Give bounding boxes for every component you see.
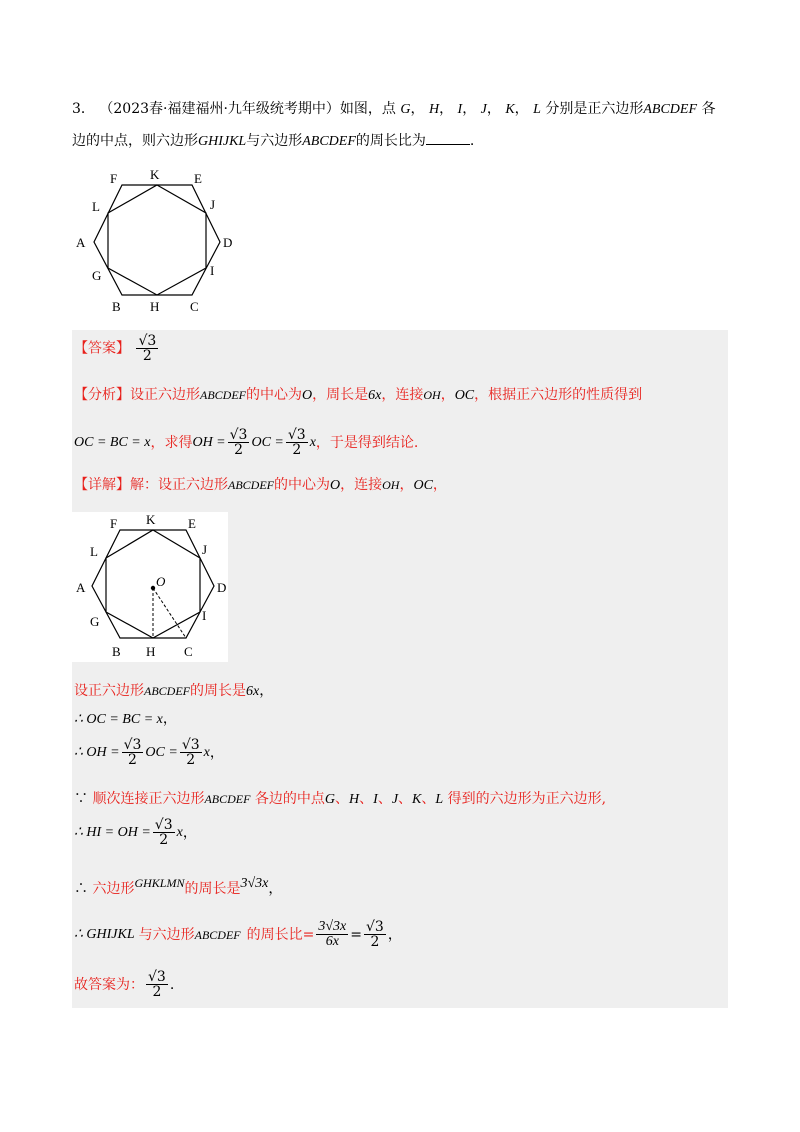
inner-hexagon bbox=[106, 530, 200, 638]
ratio-fraction bbox=[316, 920, 348, 949]
text: 的周长是 bbox=[184, 881, 241, 897]
label-g: G bbox=[90, 614, 100, 629]
equation: OH = bbox=[192, 434, 226, 450]
equals: = bbox=[350, 926, 363, 943]
detail-tag: 【详解】 bbox=[74, 477, 130, 493]
fraction-denominator: 2 bbox=[128, 752, 137, 768]
fraction-numerator: 3√3x bbox=[318, 919, 347, 934]
equation: ∴ OC = BC = x bbox=[74, 712, 163, 727]
text: . bbox=[169, 976, 175, 993]
fraction-numerator: √3 bbox=[148, 969, 166, 985]
label-d: D bbox=[217, 580, 227, 595]
step-3 bbox=[74, 738, 224, 767]
point-i: I bbox=[457, 102, 463, 117]
fraction-numerator: √3 bbox=[229, 427, 248, 443]
sep: 、 bbox=[398, 791, 413, 807]
text: ，周长是 bbox=[312, 387, 369, 403]
label-l: L bbox=[92, 199, 100, 214]
equation: x bbox=[203, 744, 210, 760]
hex-abcdef: ABCDEF bbox=[200, 388, 246, 402]
sep: ， bbox=[462, 101, 477, 117]
label-f: F bbox=[110, 516, 118, 531]
fraction-denominator: 6x bbox=[325, 934, 339, 949]
point-j: J bbox=[391, 792, 399, 807]
question-text: 边的中点，则六边形 bbox=[72, 133, 198, 149]
hex-ghklmn: GHKLMN bbox=[134, 876, 185, 890]
text: ，于是得到结论. bbox=[315, 434, 419, 451]
text: 的周长是 bbox=[190, 683, 246, 699]
segment-oh: OH bbox=[423, 388, 441, 402]
hex-abcdef: ABCDEF bbox=[144, 684, 190, 698]
segment-oc-line bbox=[153, 588, 186, 638]
outer-hexagon bbox=[94, 185, 220, 295]
label-l: L bbox=[90, 544, 98, 559]
label-c: C bbox=[184, 644, 193, 659]
point-g: G bbox=[400, 102, 411, 117]
text: 故答案为： bbox=[74, 976, 144, 993]
sep: 、 bbox=[335, 791, 350, 807]
answer-blank bbox=[426, 144, 470, 145]
perimeter: 6x bbox=[368, 388, 382, 403]
question-text: 的周长比为 bbox=[355, 133, 426, 149]
hex-ghijkl: GHIJKL bbox=[198, 134, 247, 149]
segment-oc: OC bbox=[454, 388, 475, 403]
fraction-numerator: √3 bbox=[181, 737, 200, 753]
sep: ， bbox=[410, 101, 425, 117]
question-line-1 bbox=[72, 98, 732, 121]
fraction bbox=[364, 920, 386, 949]
sep: ， bbox=[486, 101, 501, 117]
hexagon-figure bbox=[72, 165, 242, 320]
label-f: F bbox=[110, 171, 118, 186]
equation: x bbox=[176, 824, 183, 840]
fraction-numerator: √3 bbox=[154, 817, 173, 833]
text: 顺次连接正六边形 bbox=[92, 791, 205, 807]
point-h: H bbox=[349, 792, 360, 807]
equation: OC = BC = x bbox=[74, 434, 151, 450]
fraction-denominator: 2 bbox=[186, 752, 196, 768]
therefore-symbol: ∴ bbox=[74, 881, 93, 897]
sep: ， bbox=[514, 101, 529, 117]
label-o: O bbox=[156, 574, 166, 589]
text: 解：设正六边形 bbox=[130, 477, 228, 493]
segment-oc: OC bbox=[413, 478, 433, 493]
fraction bbox=[180, 738, 202, 767]
point-j: J bbox=[480, 102, 487, 117]
equation: ∴ HI = OH = bbox=[74, 824, 151, 840]
hex-abcdef: ABCDEF bbox=[204, 792, 251, 806]
question-period: . bbox=[469, 133, 475, 149]
fraction bbox=[228, 428, 250, 457]
fraction bbox=[153, 818, 175, 847]
label-a: A bbox=[76, 580, 86, 595]
text: ， bbox=[209, 744, 224, 761]
sep: 、 bbox=[359, 791, 374, 807]
answer-line bbox=[74, 334, 160, 363]
text: 设正六边形 bbox=[130, 387, 200, 403]
label-b: B bbox=[112, 299, 121, 314]
point-k: K bbox=[412, 792, 422, 807]
question-text: 分别是正六边形 bbox=[545, 101, 644, 117]
text: 的中心为 bbox=[246, 387, 302, 403]
text: 的中心为 bbox=[274, 477, 330, 493]
question-line-2 bbox=[72, 130, 474, 153]
label-k: K bbox=[150, 167, 160, 182]
detail-line bbox=[74, 474, 447, 497]
equation: OC = bbox=[251, 434, 284, 450]
hex-abcdef: ABCDEF bbox=[643, 102, 698, 117]
step-8 bbox=[74, 970, 174, 999]
sep: 、 bbox=[421, 791, 436, 807]
step-1 bbox=[74, 680, 273, 703]
label-j: J bbox=[202, 542, 208, 557]
center-o: O bbox=[302, 388, 313, 403]
fraction-denominator: 2 bbox=[159, 832, 169, 848]
label-i: I bbox=[202, 608, 207, 623]
text: 与六边形 bbox=[138, 926, 195, 943]
answer-fraction bbox=[136, 334, 158, 363]
question-text: 与六边形 bbox=[246, 133, 303, 149]
fraction-denominator: 2 bbox=[234, 442, 243, 458]
question-source: （2023春·福建福州·九年级统考期中） bbox=[99, 101, 340, 117]
perimeter: 6x bbox=[246, 684, 260, 699]
fraction bbox=[122, 738, 144, 767]
sep: 、 bbox=[377, 791, 392, 807]
point-l: L bbox=[435, 792, 444, 807]
question-text: 各 bbox=[701, 101, 716, 117]
equation: OC = bbox=[145, 744, 178, 760]
question-text: 如图，点 bbox=[339, 101, 396, 117]
segment-oh: OH bbox=[382, 478, 400, 492]
text: ， bbox=[268, 881, 283, 897]
fraction-numerator: √3 bbox=[138, 333, 157, 349]
step-6 bbox=[74, 872, 282, 900]
text: ， bbox=[259, 683, 274, 699]
text: 各边的中点 bbox=[254, 791, 325, 807]
text: ， bbox=[399, 477, 414, 493]
hexagon-figure-with-center bbox=[72, 512, 228, 662]
fraction-denominator: 2 bbox=[292, 442, 302, 458]
inner-hexagon bbox=[108, 185, 206, 295]
label-g: G bbox=[92, 268, 102, 283]
because-symbol: ∵ bbox=[74, 791, 93, 807]
fraction-numerator: √3 bbox=[287, 427, 306, 443]
text: ， bbox=[182, 824, 197, 841]
outer-hexagon bbox=[92, 530, 214, 638]
label-h: H bbox=[150, 299, 160, 314]
text: ，连接 bbox=[381, 387, 424, 403]
point-i: I bbox=[373, 792, 378, 807]
analysis-line-2 bbox=[74, 428, 418, 457]
label-e: E bbox=[194, 171, 202, 186]
analysis-line-1 bbox=[74, 384, 642, 407]
point-k: K bbox=[505, 102, 515, 117]
label-k: K bbox=[146, 512, 156, 527]
fraction-denominator: 2 bbox=[142, 348, 152, 364]
step-2 bbox=[74, 708, 177, 731]
text: ， bbox=[440, 387, 455, 403]
label-b: B bbox=[112, 644, 121, 659]
fraction-denominator: 2 bbox=[152, 984, 162, 1000]
label-d: D bbox=[223, 235, 233, 250]
label-c: C bbox=[190, 299, 199, 314]
analysis-tag: 【分析】 bbox=[74, 387, 130, 403]
point-h: H bbox=[428, 102, 440, 117]
label-j: J bbox=[210, 197, 216, 212]
hex-abcdef: ABCDEF bbox=[302, 134, 356, 149]
text: ， bbox=[432, 477, 447, 493]
label-a: A bbox=[76, 235, 86, 250]
fraction-numerator: √3 bbox=[123, 737, 142, 753]
text: 六边形 bbox=[92, 881, 135, 897]
text: 设正六边形 bbox=[74, 683, 144, 699]
question-number: 3． bbox=[72, 101, 95, 117]
step-4 bbox=[74, 788, 606, 811]
text: ，求得 bbox=[150, 434, 193, 451]
text: ， bbox=[162, 711, 177, 727]
hex-abcdef: ABCDEF bbox=[194, 927, 241, 942]
perimeter-value: 3√3x bbox=[240, 876, 269, 891]
sep: ， bbox=[439, 101, 454, 117]
answer-tag: 【答案】 bbox=[74, 340, 130, 357]
step-7 bbox=[74, 920, 402, 949]
label-e: E bbox=[188, 516, 196, 531]
point-l: L bbox=[533, 102, 541, 117]
text: 得到的六边形为正六边形, bbox=[447, 791, 607, 807]
fraction bbox=[146, 970, 168, 999]
label-i: I bbox=[210, 263, 215, 278]
fraction-numerator: √3 bbox=[366, 919, 384, 935]
equation: ∴ OH = bbox=[74, 744, 120, 760]
step-5 bbox=[74, 818, 197, 847]
hex-abcdef: ABCDEF bbox=[228, 478, 274, 492]
text: ， bbox=[387, 926, 402, 943]
center-o: O bbox=[330, 478, 341, 493]
center-point bbox=[151, 586, 155, 590]
fraction bbox=[286, 428, 308, 457]
equation: ∴ GHIJKL bbox=[74, 926, 135, 942]
fraction-denominator: 2 bbox=[370, 934, 380, 950]
text: ，根据正六边形的性质得到 bbox=[474, 387, 643, 403]
point-g: G bbox=[324, 792, 336, 807]
equation: x bbox=[309, 434, 316, 450]
text: ，连接 bbox=[340, 477, 383, 493]
text: 的周长比= bbox=[246, 926, 315, 943]
label-h: H bbox=[146, 644, 156, 659]
